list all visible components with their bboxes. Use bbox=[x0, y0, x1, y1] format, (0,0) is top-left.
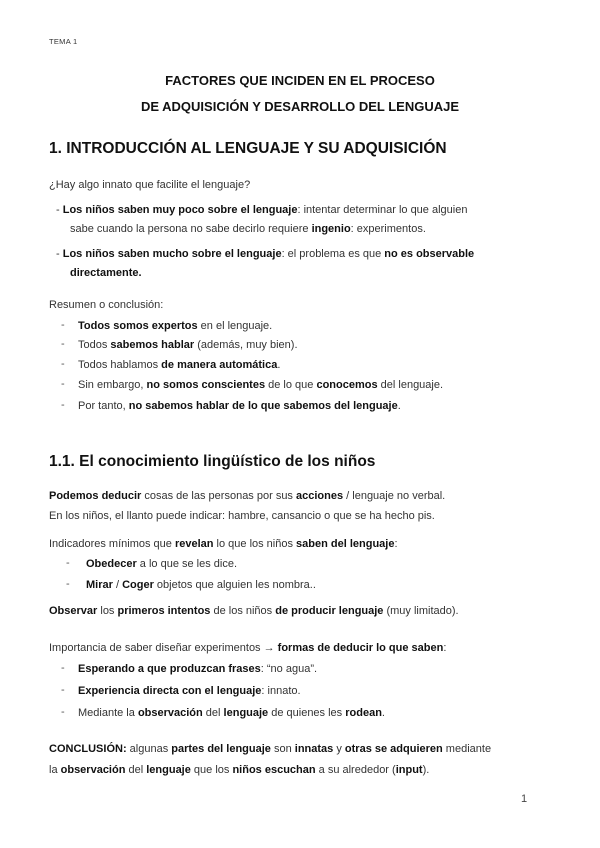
summary-item-2: Todos sabemos hablar (además, muy bien). bbox=[78, 339, 298, 351]
paragraph-observar: Observar los primeros intentos de los niños de producir lenguaje (muy limitado). bbox=[49, 605, 459, 617]
indicator-item-1: Obedecer a lo que se les dice. bbox=[86, 558, 238, 570]
paragraph-deducir: Podemos deducir cosas de las personas por sus acciones / lenguaje no verbal. bbox=[49, 490, 446, 502]
indicator-item-2: Mirar / Coger objetos que alguien les nombra.. bbox=[86, 579, 316, 591]
point-1: - Los niños saben muy poco sobre el lenguaje: intentar determinar lo que alguien bbox=[56, 204, 468, 216]
list-dash: - bbox=[61, 706, 65, 718]
list-dash: - bbox=[61, 319, 65, 331]
page-header: TEMA 1 bbox=[49, 37, 78, 46]
list-dash: - bbox=[61, 378, 65, 390]
section-1-1-heading: 1.1. El conocimiento lingüístico de los niños bbox=[49, 453, 376, 470]
conclusion-line-2: la observación del lenguaje que los niños escuchan a su alrededor (input). bbox=[49, 764, 430, 776]
point-1-continued: sabe cuando la persona no sabe decirlo requiere ingenio: experimentos. bbox=[70, 223, 426, 235]
intro-question: ¿Hay algo innato que facilite el lenguaje? bbox=[49, 179, 251, 191]
summary-item-1: Todos somos expertos en el lenguaje. bbox=[78, 320, 273, 332]
paragraph-indicadores: Indicadores mínimos que revelan lo que los niños saben del lenguaje: bbox=[49, 538, 398, 550]
method-item-1: Esperando a que produzcan frases: “no agua”. bbox=[78, 663, 318, 675]
list-dash: - bbox=[61, 662, 65, 674]
document-title-line-2: DE ADQUISICIÓN Y DESARROLLO DEL LENGUAJE bbox=[140, 99, 460, 114]
section-1-heading: 1. INTRODUCCIÓN AL LENGUAJE Y SU ADQUISICIÓN bbox=[49, 140, 447, 157]
summary-item-4: Sin embargo, no somos conscientes de lo que conocemos del lenguaje. bbox=[78, 379, 444, 391]
list-dash: - bbox=[61, 684, 65, 696]
list-dash: - bbox=[61, 358, 65, 370]
summary-label: Resumen o conclusión: bbox=[49, 299, 164, 311]
method-item-2: Experiencia directa con el lenguaje: innato. bbox=[78, 685, 301, 697]
list-dash: - bbox=[61, 338, 65, 350]
conclusion-line-1: CONCLUSIÓN: algunas partes del lenguaje son innatas y otras se adquieren mediante bbox=[49, 743, 492, 755]
list-dash: - bbox=[66, 557, 70, 569]
page-number: 1 bbox=[521, 793, 528, 805]
paragraph-llanto: En los niños, el llanto puede indicar: hambre, cansancio o que se ha hecho pis. bbox=[49, 510, 435, 522]
list-dash: - bbox=[66, 578, 70, 590]
paragraph-importancia: Importancia de saber diseñar experimentos → formas de deducir lo que saben: bbox=[49, 642, 447, 654]
method-item-3: Mediante la observación del lenguaje de quienes les rodean. bbox=[78, 707, 385, 719]
summary-item-3: Todos hablamos de manera automática. bbox=[78, 359, 281, 371]
point-2-continued: directamente. bbox=[70, 267, 142, 279]
list-dash: - bbox=[61, 399, 65, 411]
point-2: - Los niños saben mucho sobre el lenguaje: el problema es que no es observable bbox=[56, 248, 475, 260]
summary-item-5: Por tanto, no sabemos hablar de lo que sabemos del lenguaje. bbox=[78, 400, 401, 412]
document-title-line-1: FACTORES QUE INCIDEN EN EL PROCESO bbox=[165, 73, 435, 88]
